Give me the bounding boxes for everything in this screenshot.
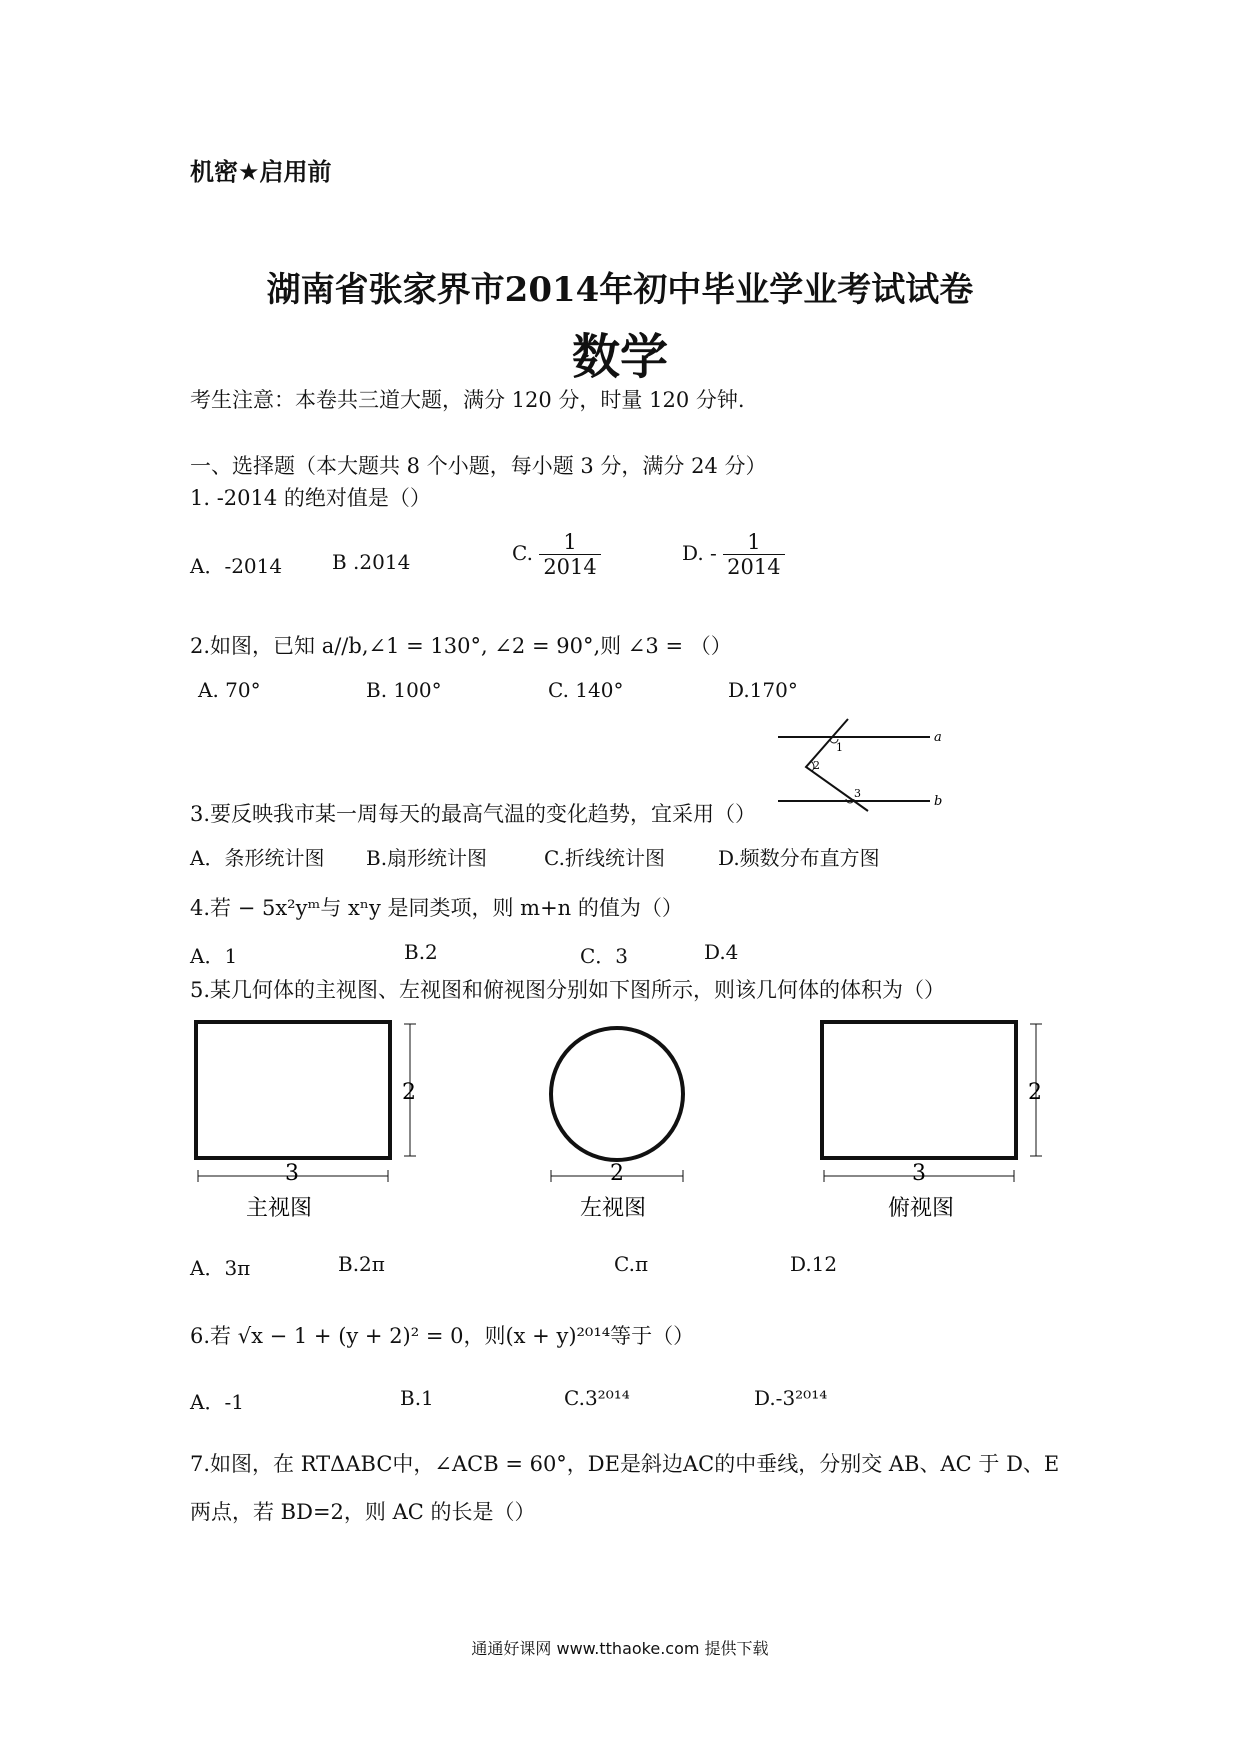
front-width-label: 3 <box>285 1161 299 1186</box>
q6-option-c: C.3²⁰¹⁴ <box>564 1386 630 1410</box>
top-height-label: 2 <box>1028 1080 1042 1105</box>
candidate-notice: 考生注意：本卷共三道大题，满分 120 分，时量 120 分钟. <box>190 388 745 412</box>
question-7-line-2: 两点，若 BD=2，则 AC 的长是（） <box>190 1500 536 1524</box>
top-width-label: 3 <box>912 1161 926 1186</box>
q1-option-d <box>682 530 785 579</box>
q1-c-numerator: 1 <box>563 530 577 554</box>
question-3-stem: 3.要反映我市某一周每天的最高气温的变化趋势，宜采用（） <box>190 802 757 826</box>
parallel-lines-figure <box>770 715 950 815</box>
angle-3-label: 3 <box>854 787 861 800</box>
question-2-stem: 2.如图，已知 a//b,∠1 = 130°, ∠2 = 90°,则 ∠3 = （） <box>190 634 732 658</box>
q1-option-a: A．-2014 <box>190 554 283 578</box>
confidential-mark: 机密★启用前 <box>190 158 332 186</box>
line-b-label: b <box>934 794 943 809</box>
q5-option-b: B.2π <box>338 1252 385 1276</box>
q1-option-d-prefix: D. - <box>682 541 717 565</box>
q6-option-a: A．-1 <box>190 1390 244 1414</box>
q1-option-b: B .2014 <box>332 550 411 574</box>
front-view-rect <box>196 1022 390 1158</box>
q6-option-b: B.1 <box>400 1386 434 1410</box>
q5-option-d: D.12 <box>790 1252 838 1276</box>
q1-d-numerator: 1 <box>747 530 761 554</box>
q1-option-d-fraction <box>723 530 784 579</box>
q6-option-d: D.-3²⁰¹⁴ <box>754 1386 828 1410</box>
q2-option-c: C. 140° <box>548 678 624 702</box>
q5-option-c: C.π <box>614 1252 649 1276</box>
front-view-label: 主视图 <box>246 1196 313 1221</box>
question-6-stem: 6.若 √x − 1 + (y + 2)² = 0，则(x + y)²⁰¹⁴等于（） <box>190 1324 695 1348</box>
question-1-stem: 1. -2014 的绝对值是（） <box>190 486 431 510</box>
q3-option-a: A．条形统计图 <box>190 846 325 870</box>
front-height-label: 2 <box>402 1080 416 1105</box>
question-5-stem: 5.某几何体的主视图、左视图和俯视图分别如下图所示，则该几何体的体积为（） <box>190 978 946 1002</box>
q1-d-denominator: 2014 <box>723 554 784 579</box>
q2-option-d: D.170° <box>728 678 798 702</box>
q5-option-a: A．3π <box>190 1256 251 1280</box>
line-a-label: a <box>934 730 942 745</box>
q2-option-b: B. 100° <box>366 678 442 702</box>
q4-option-d: D.4 <box>704 940 739 964</box>
question-7-line-1: 7.如图，在 RTΔABC中，∠ACB = 60°，DE是斜边AC的中垂线，分别交 AB、AC 于 D、E <box>190 1452 1060 1476</box>
top-view-label: 俯视图 <box>888 1196 955 1221</box>
left-view-label: 左视图 <box>580 1196 647 1221</box>
angle-1-label: 1 <box>836 741 843 754</box>
q1-option-c-fraction <box>539 530 600 579</box>
question-4-stem: 4.若 − 5x²yᵐ与 xⁿy 是同类项，则 m+n 的值为（） <box>190 896 683 920</box>
exam-title: 湖南省张家界市2014年初中毕业学业考试试卷 <box>266 270 974 310</box>
left-view-circle <box>551 1028 683 1160</box>
q1-option-c <box>512 530 601 579</box>
q1-option-c-prefix: C. <box>512 541 533 565</box>
q4-option-a: A．1 <box>190 944 238 968</box>
q3-option-b: B.扇形统计图 <box>366 846 488 870</box>
top-view-rect <box>822 1022 1016 1158</box>
q2-option-a: A. 70° <box>198 678 261 702</box>
section-heading: 一、选择题（本大题共 8 个小题，每小题 3 分，满分 24 分） <box>190 454 767 478</box>
three-views-figure <box>180 1010 1080 1240</box>
left-diameter-label: 2 <box>610 1161 624 1186</box>
subject-title: 数学 <box>571 329 668 385</box>
q4-option-b: B.2 <box>404 940 438 964</box>
footer-source: 通通好课网 www.tthaoke.com 提供下载 <box>471 1639 769 1658</box>
q3-option-d: D.频数分布直方图 <box>718 846 880 870</box>
q3-option-c: C.折线统计图 <box>544 846 665 870</box>
angle-2-label: 2 <box>813 759 820 772</box>
q4-option-c: C．3 <box>580 944 629 968</box>
q1-c-denominator: 2014 <box>539 554 600 579</box>
